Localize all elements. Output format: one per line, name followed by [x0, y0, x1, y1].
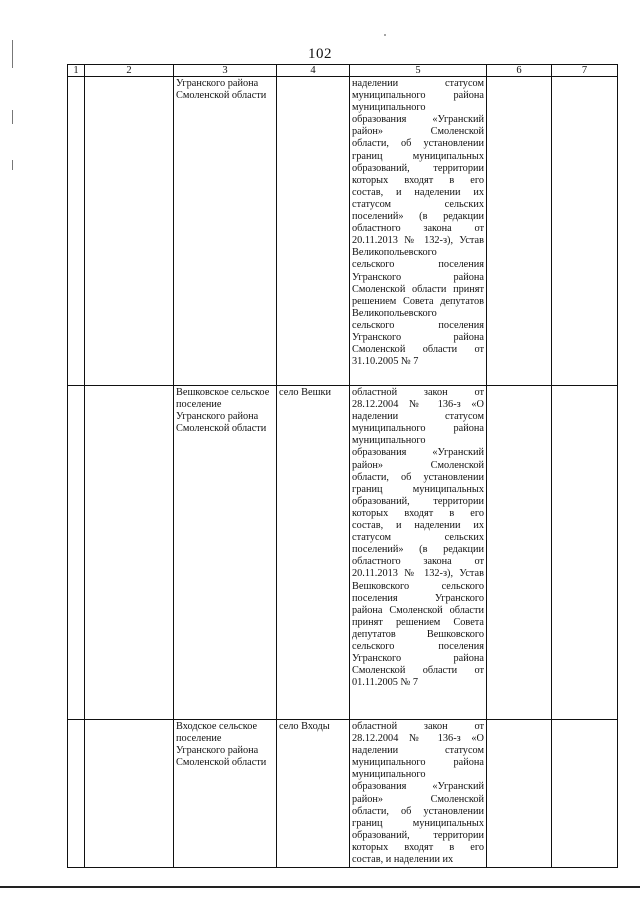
legal-basis-cell-line: образования «Угранский — [352, 114, 484, 126]
settlement-name-cell-line: Угранского района — [176, 745, 259, 757]
legal-basis-cell-line: сельского поселения — [352, 319, 484, 331]
legal-basis-cell-line: которых входят в его — [352, 507, 484, 519]
column-6-cell — [487, 720, 552, 868]
legal-basis-cell-line: области, об установлении — [352, 138, 484, 150]
legal-basis-cell-line: поселений» (в редакции — [352, 544, 484, 556]
settlement-name-cell-line: поселение — [176, 399, 222, 411]
column-7-cell — [552, 77, 618, 386]
administrative-center-cell: село Входы — [277, 720, 350, 868]
legal-basis-cell-line: сельского поселения — [352, 640, 484, 652]
scan-edge-mark — [12, 110, 13, 124]
legal-basis-cell-line: депутатов Вешковского — [352, 628, 484, 640]
legal-basis-cell-line: муниципального — [352, 102, 426, 114]
row-number-cell — [68, 386, 85, 720]
column-header: 4 — [277, 65, 350, 77]
column-header: 3 — [174, 65, 277, 77]
legal-basis-cell-line: границ муниципальных — [352, 483, 484, 495]
legal-basis-cell-line: границ муниципальных — [352, 817, 484, 829]
settlement-name-cell-line: поселение — [176, 733, 222, 745]
legal-basis-cell-line: поселений» (в редакции — [352, 211, 484, 223]
settlement-name-cell-line: Угранского района — [176, 78, 259, 89]
legal-basis-cell-line: Угранского района — [352, 271, 484, 283]
legal-basis-cell-line: образований, территории — [352, 829, 484, 841]
legal-basis-cell-line: 28.12.2004 № 136-з «О — [352, 399, 484, 411]
settlement-name-cell-line: Угранского района — [176, 411, 259, 423]
legal-basis-cell-line: муниципального — [352, 435, 426, 447]
column-header: 2 — [85, 65, 174, 77]
legal-basis-cell-line: муниципального района — [352, 757, 484, 769]
scan-speck — [384, 34, 386, 36]
legal-basis-cell-line: областного закона от — [352, 223, 484, 235]
settlement-name-cell-line: Смоленской области — [176, 757, 267, 769]
column-7-cell — [552, 720, 618, 868]
legal-basis-cell-line: образования «Угранский — [352, 781, 484, 793]
legal-basis-cell-line: наделении статусом — [352, 411, 484, 423]
table-row — [68, 386, 618, 720]
legal-basis-cell-line: состав, и наделении их — [352, 186, 484, 198]
legal-basis-cell-line: муниципального — [352, 769, 426, 781]
administrative-center-cell — [277, 77, 350, 386]
legal-basis-cell-line: области, об установлении — [352, 471, 484, 483]
settlement-name-cell-line: Вешковское сельское — [176, 387, 270, 398]
column-header: 7 — [552, 65, 618, 77]
column-header: 1 — [68, 65, 85, 77]
column-7-cell — [552, 386, 618, 720]
legal-basis-cell-line: решением Совета депутатов — [352, 295, 484, 307]
column-6-cell — [487, 386, 552, 720]
settlement-name-cell — [174, 720, 277, 868]
legal-basis-cell-line: 28.12.2004 № 136-з «О — [352, 733, 484, 745]
table-row — [68, 720, 618, 868]
legal-basis-cell-line: район» Смоленской — [352, 459, 484, 471]
settlement-name-cell-line: Смоленской области — [176, 90, 267, 102]
legal-basis-cell — [350, 720, 487, 868]
legal-basis-cell-line: которых входят в его — [352, 174, 484, 186]
page-number: 102 — [308, 46, 332, 62]
legal-basis-cell-line: областной закон от — [352, 721, 484, 732]
legal-basis-cell-line: границ муниципальных — [352, 150, 484, 162]
legal-basis-cell-line: муниципального района — [352, 423, 484, 435]
legal-basis-cell-line: которых входят в его — [352, 841, 484, 853]
settlement-name-cell — [174, 77, 277, 386]
legal-basis-cell-line: района Смоленской области — [352, 604, 484, 616]
column-header: 5 — [350, 65, 487, 77]
legal-basis-cell-line: состав, и наделении их — [352, 520, 484, 532]
legal-basis-cell-line: поселения Угранского — [352, 592, 484, 604]
legal-basis-cell-line: Смоленской области от — [352, 344, 484, 356]
legal-basis-cell-line: 01.11.2005 № 7 — [352, 677, 419, 689]
settlement-name-cell — [174, 386, 277, 720]
registry-table — [67, 64, 618, 868]
legal-basis-cell-line: областной закон от — [352, 387, 484, 398]
legal-basis-cell-line: район» Смоленской — [352, 793, 484, 805]
legal-basis-cell-line: Смоленской области принят — [352, 283, 484, 295]
legal-basis-cell-line: Великопольевского — [352, 307, 437, 319]
table-row — [68, 77, 618, 386]
settlement-name-cell-line: Смоленской области — [176, 423, 267, 435]
legal-basis-cell-line: Угранского района — [352, 653, 484, 665]
bottom-scan-rule — [0, 886, 640, 888]
legal-basis-cell-line: области, об установлении — [352, 805, 484, 817]
scan-edge-mark — [12, 160, 13, 170]
legal-basis-cell-line: 20.11.2013 № 132-з), Устав — [352, 568, 484, 580]
legal-basis-cell-line: образования «Угранский — [352, 447, 484, 459]
legal-basis-cell-line: муниципального района — [352, 90, 484, 102]
legal-basis-cell-line: наделении статусом — [352, 78, 484, 89]
legal-basis-cell-line: статусом сельских — [352, 198, 484, 210]
legal-basis-cell-line: статусом сельских — [352, 532, 484, 544]
legal-basis-cell-line: Вешковского сельского — [352, 580, 484, 592]
legal-basis-cell-line: образований, территории — [352, 162, 484, 174]
row-number-cell — [68, 77, 85, 386]
settlement-name-cell-line: Входское сельское — [176, 721, 258, 732]
legal-basis-cell-line: 20.11.2013 № 132-з), Устав — [352, 235, 484, 247]
district-cell — [85, 77, 174, 386]
administrative-center-cell: село Вешки — [277, 386, 350, 720]
district-cell — [85, 720, 174, 868]
column-number-row — [68, 65, 618, 77]
legal-basis-cell-line: наделении статусом — [352, 745, 484, 757]
column-header: 6 — [487, 65, 552, 77]
district-cell — [85, 386, 174, 720]
legal-basis-cell-line: Смоленской области от — [352, 665, 484, 677]
legal-basis-cell-line: состав, и наделении их — [352, 854, 454, 866]
legal-basis-cell-line: областного закона от — [352, 556, 484, 568]
legal-basis-cell — [350, 386, 487, 720]
legal-basis-cell — [350, 77, 487, 386]
legal-basis-cell-line: образований, территории — [352, 495, 484, 507]
column-6-cell — [487, 77, 552, 386]
legal-basis-cell-line: сельского поселения — [352, 259, 484, 271]
legal-basis-cell-line: Великопольевского — [352, 247, 437, 259]
legal-basis-cell-line: принят решением Совета — [352, 616, 484, 628]
legal-basis-cell-line: Угранского района — [352, 331, 484, 343]
row-number-cell — [68, 720, 85, 868]
legal-basis-cell-line: район» Смоленской — [352, 126, 484, 138]
legal-basis-cell-line: 31.10.2005 № 7 — [352, 356, 419, 368]
